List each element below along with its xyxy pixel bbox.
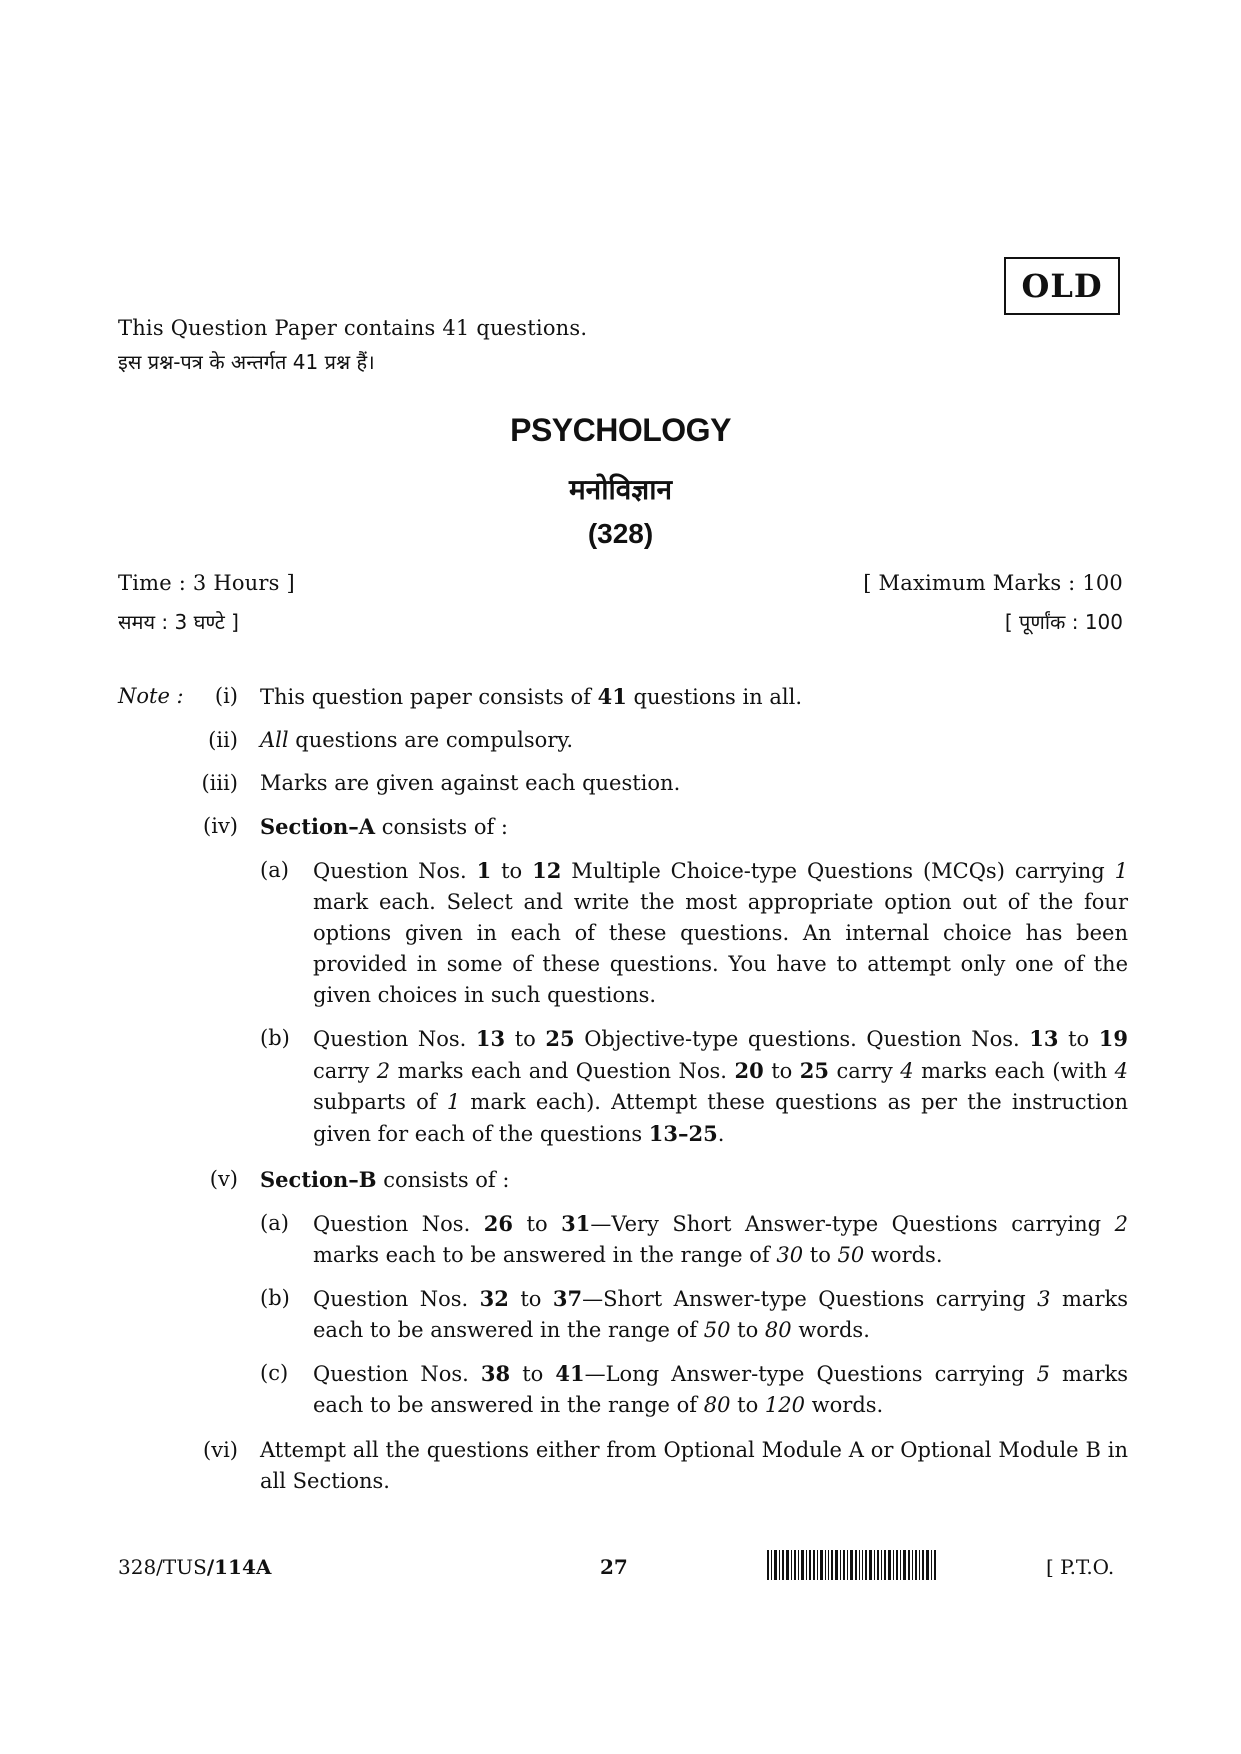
note-item [118, 681, 1128, 713]
sub-item [260, 1283, 1128, 1346]
subject-code: (328) [587, 518, 654, 549]
old-badge-label: OLD [1021, 267, 1103, 305]
sub-item-label: (a) [260, 858, 289, 882]
sub-item-text: Question Nos. 1 to 12 Multiple Choice-type Questions (MCQs) carrying 1 mark each. Select and write the most appropriate option out of the four options given in each of these questions. An internal choice has been provided in some of these questions. You have to attempt only one of the given choices in such questions. [313, 858, 1129, 1007]
note-number: (ii) [208, 728, 238, 752]
sub-item-text: Question Nos. 38 to 41—Long Answer-type Questions carrying 5 marks each to be answered in the range of 80 to 120 words. [313, 1361, 1128, 1417]
note-item [118, 811, 1128, 843]
sub-item-text: Question Nos. 13 to 25 Objective-type questions. Question Nos. 13 to 19 carry 2 marks each and Question Nos. 20 to 25 carry 4 marks each (with 4 subparts of 1 mark each). Attempt these questions as per the instruction given for each of the questions 13–25. [313, 1026, 1129, 1146]
sub-item [260, 1208, 1128, 1271]
sub-item-label: (b) [260, 1286, 290, 1310]
sub-item [260, 1023, 1128, 1150]
sub-item-label: (b) [260, 1026, 290, 1050]
sub-item-text: Question Nos. 32 to 37—Short Answer-type Questions carrying 3 marks each to be answered in the range of 50 to 80 words. [313, 1286, 1128, 1342]
pto-label: [ P.T.O. [1046, 1555, 1115, 1579]
note-number: (vi) [203, 1438, 238, 1462]
sub-item-label: (c) [260, 1361, 289, 1385]
note-item [118, 768, 1128, 799]
sub-item-label: (a) [260, 1211, 289, 1235]
note-text: Attempt all the questions either from Optional Module A or Optional Module B in all Sections. [260, 1438, 1128, 1493]
note-item [118, 1164, 1128, 1196]
note-text: All questions are compulsory. [260, 728, 574, 752]
question-count-hi: इस प्रश्न-पत्र के अन्तर्गत 41 प्रश्न हैं। [118, 350, 375, 374]
note-text: Marks are given against each question. [260, 771, 681, 795]
instructions-list [118, 681, 1128, 1497]
old-badge [1004, 257, 1120, 315]
question-count-en: This Question Paper contains 41 questions. [118, 316, 588, 340]
max-marks-hi: [ पूर्णांक : 100 [1004, 610, 1123, 634]
note-number: (i) [214, 684, 238, 708]
page-number: 27 [600, 1555, 628, 1579]
note-text: This question paper consists of 41 questions in all. [260, 684, 803, 709]
paper-code: 328/TUS/114A [118, 1555, 272, 1579]
note-number: (iii) [201, 771, 238, 795]
sub-item [260, 1358, 1128, 1421]
note-text: Section–A consists of : [260, 814, 508, 839]
subject-title-en: PSYCHOLOGY [510, 412, 731, 448]
sub-item [260, 855, 1128, 1011]
note-item [118, 1435, 1128, 1497]
time-hi: समय : 3 घण्टे ] [118, 610, 239, 634]
max-marks-en: [ Maximum Marks : 100 [863, 571, 1123, 595]
note-number: (iv) [203, 814, 238, 838]
subject-title-hi: मनोविज्ञान [568, 473, 673, 506]
note-label: Note : [118, 684, 184, 708]
note-number: (v) [209, 1167, 238, 1191]
sub-item-text: Question Nos. 26 to 31—Very Short Answer-type Questions carrying 2 marks each to be answered in the range of 30 to 50 words. [313, 1211, 1129, 1267]
barcode-icon [767, 1550, 938, 1580]
time-en: Time : 3 Hours ] [118, 571, 295, 595]
note-text: Section–B consists of : [260, 1167, 510, 1192]
note-item [118, 725, 1128, 756]
